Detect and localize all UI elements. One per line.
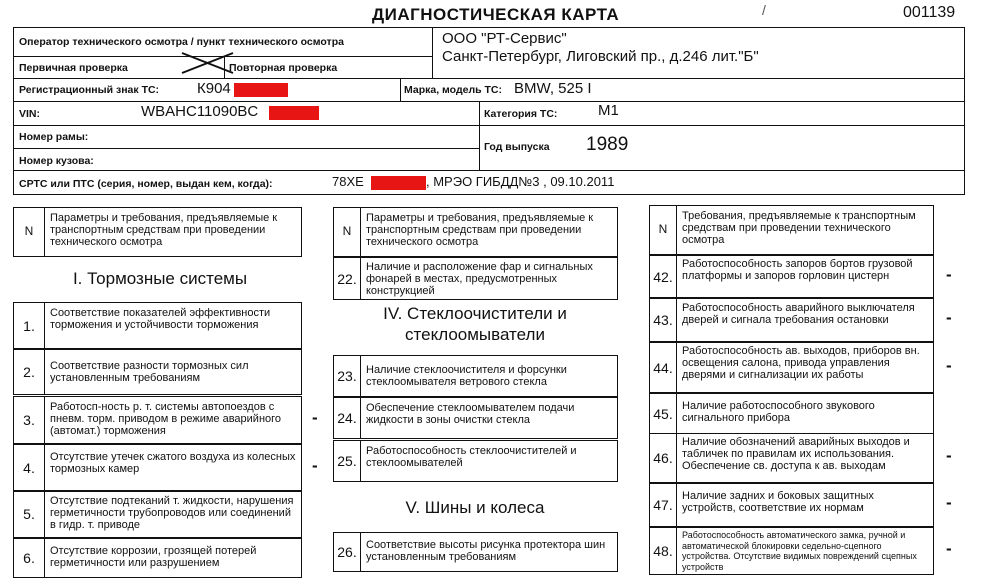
requirement-text: Наличие стеклоочистителя и форсунки стеклоомывателя ветрового стекла — [366, 364, 567, 388]
repeat-check-label: Повторная проверка — [229, 62, 338, 74]
requirement-text: Работоспособность автоматического замка, ручной и автоматической блокировки седельно-сцепного устройства. Отсутствие видимых повреждений сцепных устройств — [682, 530, 917, 572]
column-header-2: Параметры и требования, предъявляемые к транспортным средствам при проведении технического осмотра — [366, 212, 594, 248]
divider — [14, 125, 964, 126]
requirement-text: Соответствие показателей эффективности торможения и устойчивости торможения — [50, 307, 271, 331]
row-number: 1. — [23, 317, 35, 334]
srts-rest: , МРЭО ГИБДД№3 , 09.10.2011 — [426, 174, 615, 189]
requirement-text: Работоспособность ав. выходов, приборов вн. освещения салона, привода управления дверями и сигнализации их работы — [682, 345, 920, 381]
row-number-cell — [649, 298, 677, 342]
column-header-3: Требования, предъявляемые к транспортным средствам при проведении технического осмотра — [682, 210, 916, 246]
requirement-text: Отсутствие подтеканий т. жидкости, нарушения герметичности трубопроводов или соединений в гидр. т. приводе — [50, 495, 294, 531]
status-mark: - — [312, 408, 318, 427]
section-wipers: IV. Стеклоочистители и стеклоомыватели — [383, 304, 567, 344]
vin-value: WBAHC11090BC — [141, 103, 259, 120]
row-number: 43. — [653, 312, 673, 328]
column-header-1: Параметры и требования, предъявляемые к транспортным средствам при проведении технического осмотра — [50, 212, 278, 248]
section-tires: V. Шины и колеса — [405, 498, 545, 517]
cross-mark-icon — [180, 52, 235, 74]
row-number: 26. — [337, 544, 357, 560]
requirement-cell — [360, 440, 618, 482]
requirement-cell — [676, 393, 934, 434]
status-mark: - — [946, 539, 952, 558]
row-number: 2. — [23, 364, 35, 380]
frame-label: Номер рамы: — [19, 131, 89, 143]
row-number-cell — [649, 527, 677, 575]
row-number: 23. — [337, 368, 357, 384]
brand-value: BMW, 525 I — [514, 80, 592, 97]
row-number-cell — [13, 490, 45, 538]
requirement-cell — [44, 444, 302, 492]
requirement-cell — [676, 527, 934, 575]
requirement-cell — [676, 483, 934, 527]
requirement-cell — [676, 342, 934, 393]
status-mark: - — [946, 308, 952, 327]
row-number-cell — [13, 349, 45, 395]
divider — [400, 78, 401, 101]
row-number-cell — [649, 393, 677, 434]
column-header-cell — [676, 205, 934, 255]
body-label: Номер кузова: — [19, 155, 94, 167]
row-number: 47. — [653, 497, 673, 513]
requirement-cell — [360, 257, 618, 300]
page-title: ДИАГНОСТИЧЕСКАЯ КАРТА — [372, 5, 620, 24]
srts-series: 78ХЕ — [332, 174, 364, 189]
row-number: 22. — [337, 270, 357, 287]
requirement-text: Работоспособность запоров бортов грузовой платформы и запоров горловин цистерн — [682, 258, 913, 282]
reg-value: К904 — [197, 80, 231, 97]
requirement-cell — [676, 433, 934, 483]
category-value: M1 — [598, 102, 619, 119]
status-mark: - — [946, 446, 952, 465]
requirement-cell — [44, 302, 302, 349]
redaction-block — [269, 106, 319, 120]
reg-label: Регистрационный знак ТС: — [19, 84, 160, 96]
requirement-cell — [360, 532, 618, 572]
header-form — [13, 27, 965, 195]
divider — [432, 28, 433, 78]
row-number-cell — [649, 342, 677, 393]
row-number-cell — [333, 397, 361, 439]
row-number-cell — [649, 433, 677, 483]
row-number: 48. — [653, 543, 673, 559]
operator-name: ООО "РТ-Сервис" — [442, 30, 567, 47]
vin-label: VIN: — [19, 108, 40, 120]
row-number-cell — [13, 444, 45, 492]
row-number: 25. — [337, 453, 357, 469]
row-number: 46. — [653, 450, 673, 466]
status-mark: - — [946, 355, 952, 375]
n-header: N — [342, 224, 352, 238]
year-label: Год выпуска — [484, 141, 550, 153]
srts-label: СРТС или ПТС (серия, номер, выдан кем, когда): — [19, 178, 273, 190]
row-number-cell — [13, 396, 45, 444]
n-header: N — [658, 222, 668, 236]
requirement-text: Наличие и расположение фар и сигнальных фонарей в местах, предусмотренных конструкцией — [366, 261, 593, 297]
requirement-text: Отсутствие коррозии, грозящей потерей герметичности или разрушением — [50, 545, 257, 569]
requirement-text: Отсутствие утечек сжатого воздуха из колесных тормозных камер — [50, 451, 296, 475]
primary-check-label: Первичная проверка — [19, 62, 128, 74]
divider — [14, 101, 964, 102]
requirement-cell — [44, 538, 302, 578]
divider — [479, 101, 480, 171]
requirement-cell — [44, 396, 302, 444]
row-number: 45. — [653, 405, 673, 422]
n-header-cell — [649, 205, 677, 255]
row-number: 44. — [653, 359, 673, 376]
requirement-text: Наличие работоспособного звукового сигнального прибора — [682, 400, 875, 424]
operator-address: Санкт-Петербург, Лиговский пр., д.246 лит."Б" — [442, 48, 759, 65]
status-mark: - — [946, 264, 952, 284]
requirement-cell — [676, 298, 934, 342]
row-number: 24. — [337, 410, 357, 426]
brand-label: Марка, модель ТС: — [404, 84, 503, 96]
row-number-cell — [649, 483, 677, 527]
status-mark: - — [946, 493, 952, 512]
requirement-text: Обеспечение стеклоомывателем подачи жидкости в зоны очистки стекла — [366, 402, 575, 426]
row-number-cell — [13, 302, 45, 349]
row-number-cell — [333, 355, 361, 397]
requirement-cell — [44, 490, 302, 538]
n-header-cell — [13, 207, 45, 257]
row-number: 42. — [653, 268, 673, 285]
requirement-text: Работоспособность стеклоочистителей и стеклоомывателей — [366, 445, 577, 469]
redaction-block — [371, 176, 426, 190]
requirement-cell — [44, 349, 302, 395]
requirement-text: Соответствие разности тормозных сил установленным требованиям — [50, 360, 249, 384]
status-mark: - — [312, 456, 318, 475]
row-number: 6. — [23, 550, 35, 566]
column-header-cell — [44, 207, 302, 257]
row-number: 3. — [23, 412, 35, 428]
year-value: 1989 — [586, 134, 629, 155]
n-header: N — [24, 224, 34, 238]
corner-mark: / — [762, 2, 766, 18]
doc-number: 001139 — [903, 4, 956, 21]
category-label: Категория ТС: — [484, 108, 558, 120]
row-number-cell — [649, 255, 677, 298]
row-number-cell — [333, 440, 361, 482]
requirement-text: Соответствие высоты рисунка протектора шин установленным требованиям — [366, 539, 606, 563]
requirement-cell — [360, 397, 618, 439]
row-number: 4. — [23, 460, 35, 476]
requirement-cell — [360, 355, 618, 397]
requirement-text: Наличие задних и боковых защитных устройств, соответствие их нормам — [682, 490, 874, 514]
requirement-cell — [676, 255, 934, 298]
requirement-text: Работоспособность аварийного выключателя дверей и сигнала требования остановки — [682, 302, 915, 326]
row-number-cell — [13, 538, 45, 578]
operator-label: Оператор технического осмотра / пункт технического осмотра — [19, 36, 344, 48]
divider — [14, 148, 479, 149]
section-brakes: I. Тормозные системы — [72, 269, 248, 288]
row-number-cell — [333, 532, 361, 572]
requirement-text: Наличие обозначений аварийных выходов и табличек по правилам их использования. Обеспечение св. доступа к ав. выходам — [682, 436, 910, 472]
divider — [14, 170, 964, 171]
row-number: 5. — [23, 506, 35, 522]
column-header-cell — [360, 207, 618, 257]
requirement-text: Работосп-ность р. т. системы автопоездов с пневм. торм. приводом в режиме аварийного (автомат.) торможения — [50, 401, 282, 437]
redaction-block — [234, 83, 288, 97]
divider — [14, 78, 964, 79]
row-number-cell — [333, 257, 361, 300]
n-header-cell — [333, 207, 361, 257]
